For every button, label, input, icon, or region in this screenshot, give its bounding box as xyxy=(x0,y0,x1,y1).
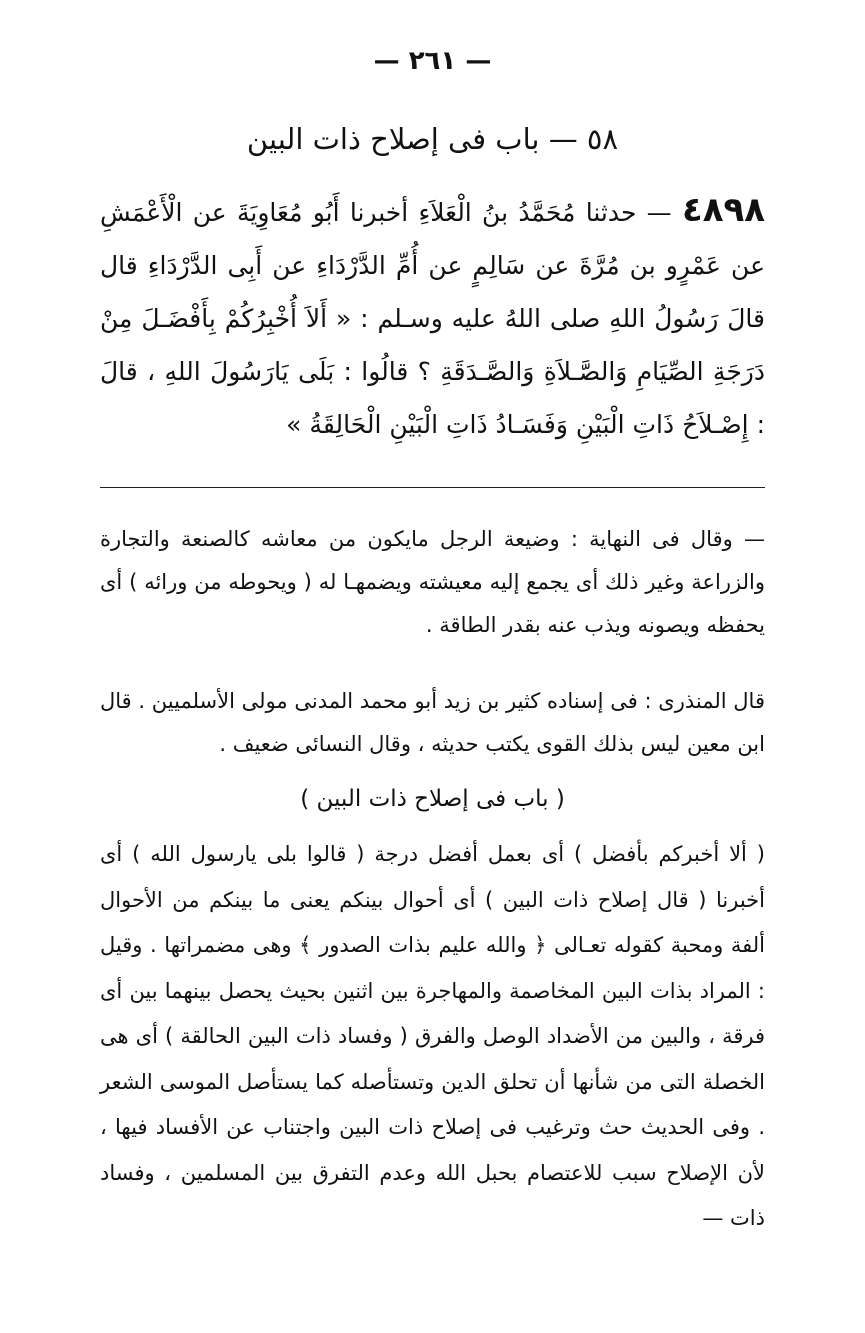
hadith-paragraph xyxy=(100,184,765,451)
hadith-text: — حدثنا مُحَمَّدُ بنُ الْعَلاَءِ أخبرنا أَبُو مُعَاوِيَةَ عن الْأَعْمَشِ عن عَمْرٍو بن مُرَّةَ عن سَالِمٍ عن أُمِّ الدَّرْدَاءِ عن أَبِى الدَّرْدَاءِ قال قالَ رَسُولُ اللهِ صلى اللهُ عليه وسـلم : « أَلاَ أُخْبِرُكُمْ بِأَفْضَـلَ مِنْ دَرَجَةِ الصِّيَامِ وَالصَّـلاَةِ وَالصَّـدَقَةِ ؟ قالُوا : بَلَى يَارَسُولَ اللهِ ، قالَ : إِصْـلاَحُ ذَاتِ الْبَيْنِ وَفَسَـادُ ذَاتِ الْبَيْنِ الْحَالِقَةُ » xyxy=(100,198,765,439)
page-number: — ٢٦١ — xyxy=(373,46,492,76)
footnote-text: — وقال فى النهاية : وضيعة الرجل مايكون من معاشه كالصنعة والتجارة والزراعة وغير ذلك أى يجمع إليه معيشته ويضمهـا له ( ويحوطه من ورائه ) أى يحفظه ويصونه ويذب عنه بقدر الطاقة . xyxy=(100,527,765,637)
footnote-paragraph xyxy=(100,518,765,647)
footnote-text: قال المنذرى : فى إسناده كثير بن زيد أبو محمد المدنى مولى الأسلميين . قال ابن معين ليس بذلك القوى يكتب حديثه ، وقال النسائى ضعيف . xyxy=(100,689,765,756)
sharh-text: ( ألا أخبركم بأفضل ) أى بعمل أفضل درجة ( قالوا بلى يارسول الله ) أى أخبرنا ( قال إصلاح ذات البين ) أى أحوال بينكم يعنى ما بينكم من الأحوال ألفة ومحبة كقوله تعـالى ﴿ والله عليم بذات الصدور ﴾ وهى مضمراتها . وقيل : المراد بذات البين المخاصمة والمهاجرة بين اثنين بحيث يحصل بينهما بين أى فرقة ، والبين من الأضداد الوصل والفرق ( وفساد ذات البين الحالقة ) أى هى الخصلة التى من شأنها أن تحلق الدين وتستأصله كما يستأصل الموسى الشعر . وفى الحديث حث وترغيب فى إصلاح ذات البين واجتناب عن الأفساد فيها ، لأن الإصلاح سبب للاعتصام بحبل الله وعدم التفرق بين المسلمين ، وفساد ذات — xyxy=(100,842,765,1230)
chapter-title: ٥٨ — باب فى إصلاح ذات البين xyxy=(246,122,619,156)
footnote-divider xyxy=(100,487,765,488)
sharh-heading: ( باب فى إصلاح ذات البين ) xyxy=(300,786,565,812)
hadith-number: ٤٨٩٨ xyxy=(681,190,765,230)
footnote-paragraph xyxy=(100,680,765,766)
sharh-paragraph xyxy=(100,832,765,1242)
